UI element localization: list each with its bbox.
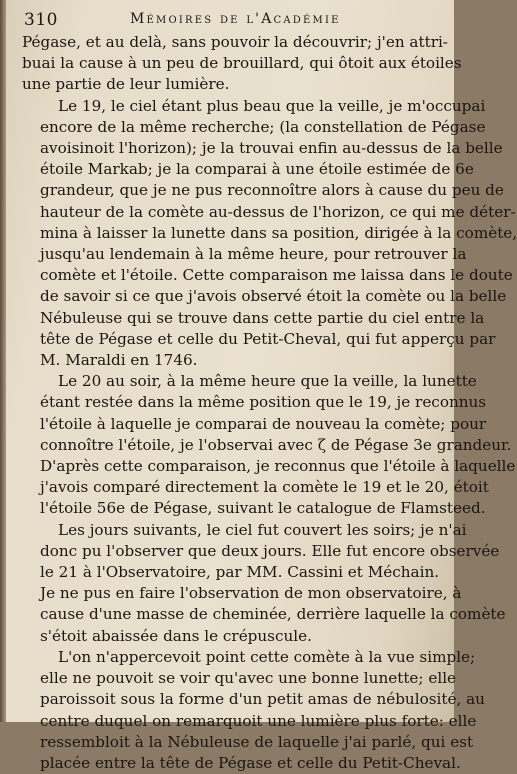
text-line: de savoir si ce que j'avois observé étoit la comète ou la belle [40,287,507,306]
paragraph [22,371,516,519]
text-line: jusqu'au lendemain à la même heure, pour retrouver la [40,245,467,264]
text-line: s'étoit abaissée dans le crépuscule. [40,626,312,645]
text-line: étoile Markab; je la comparai à une étoile estimée de 6e [40,160,474,179]
text-line: l'étoile 56e de Pégase, suivant le catalogue de Flamsteed. [40,499,486,518]
text-line: Pégase, et au delà, sans pouvoir la découvrir; j'en attri- [22,33,448,51]
text-line: le 21 à l'Observatoire, par MM. Cassini et Méchain. [40,563,440,582]
text-line: Je ne pus en faire l'observation de mon observatoire, à [40,584,462,603]
text-line: cause d'une masse de cheminée, derrière laquelle la comète [40,605,506,624]
text-line: placée entre la tête de Pégase et celle du Petit-Cheval. [40,753,461,772]
page-number: 310 [24,10,58,30]
text-line: L'on n'appercevoit point cette comète à la vue simple; [58,647,476,666]
text-line: buai la cause à un peu de brouillard, qui ôtoit aux étoiles [22,54,462,73]
text-line: grandeur, que je ne pus reconnoître alors à cause du peu de [40,181,504,200]
text-line: Le 20 au soir, à la même heure que la veille, la lunette [58,372,477,391]
text-line: ressembloit à la Nébuleuse de laquelle j'ai parlé, qui est [40,732,474,751]
body-text [22,32,517,774]
text-line: tête de Pégase et celle du Petit-Cheval, qui fut apperçu par [40,329,496,348]
text-line: j'avois comparé directement la comète le 19 et le 20, étoit [40,478,489,497]
text-line: M. Maraldi en 1746. [40,351,198,370]
text-line: hauteur de la comète au-dessus de l'horizon, ce qui me déter- [40,202,516,221]
text-line: comète et l'étoile. Cette comparaison me laissa dans le doute [40,266,513,285]
text-line: D'après cette comparaison, je reconnus que l'étoile à laquelle [40,457,516,476]
running-title: Mémoires de l'Académie [130,11,341,27]
text-line: l'étoile à laquelle je comparai de nouveau la comète; pour [40,414,487,433]
text-line: Nébuleuse qui se trouve dans cette partie du ciel entre la [40,308,485,327]
text-line: mina à laisser la lunette dans sa position, dirigée à la comète, [40,223,517,242]
text-line: connoître l'étoile, je l'observai avec ζ de Pégase 3e grandeur. [40,435,512,454]
text-line: Le 19, le ciel étant plus beau que la veille, je m'occupai [58,96,486,115]
paragraph [22,32,462,96]
text-line: donc pu l'observer que deux jours. Elle fut encore observée [40,541,500,560]
paragraph [22,96,517,372]
text-line: elle ne pouvoit se voir qu'avec une bonne lunette; elle [40,669,457,688]
paragraph [22,520,506,647]
text-line: centre duquel on remarquoit une lumière plus forte: elle [40,711,477,730]
text-line: paroissoit sous la forme d'un petit amas de nébulosité, au [40,690,485,709]
text-line: étant restée dans la même position que le 19, je reconnus [40,393,487,412]
page-binding-edge [0,0,6,722]
text-line: encore de la même recherche; (la constellation de Pégase [40,117,486,136]
paragraph [22,647,485,774]
text-line: Les jours suivants, le ciel fut couvert les soirs; je n'ai [58,520,467,539]
text-line: avoisinoit l'horizon); je la trouvai enfin au-dessus de la belle [40,139,503,158]
text-line: une partie de leur lumière. [22,75,230,94]
